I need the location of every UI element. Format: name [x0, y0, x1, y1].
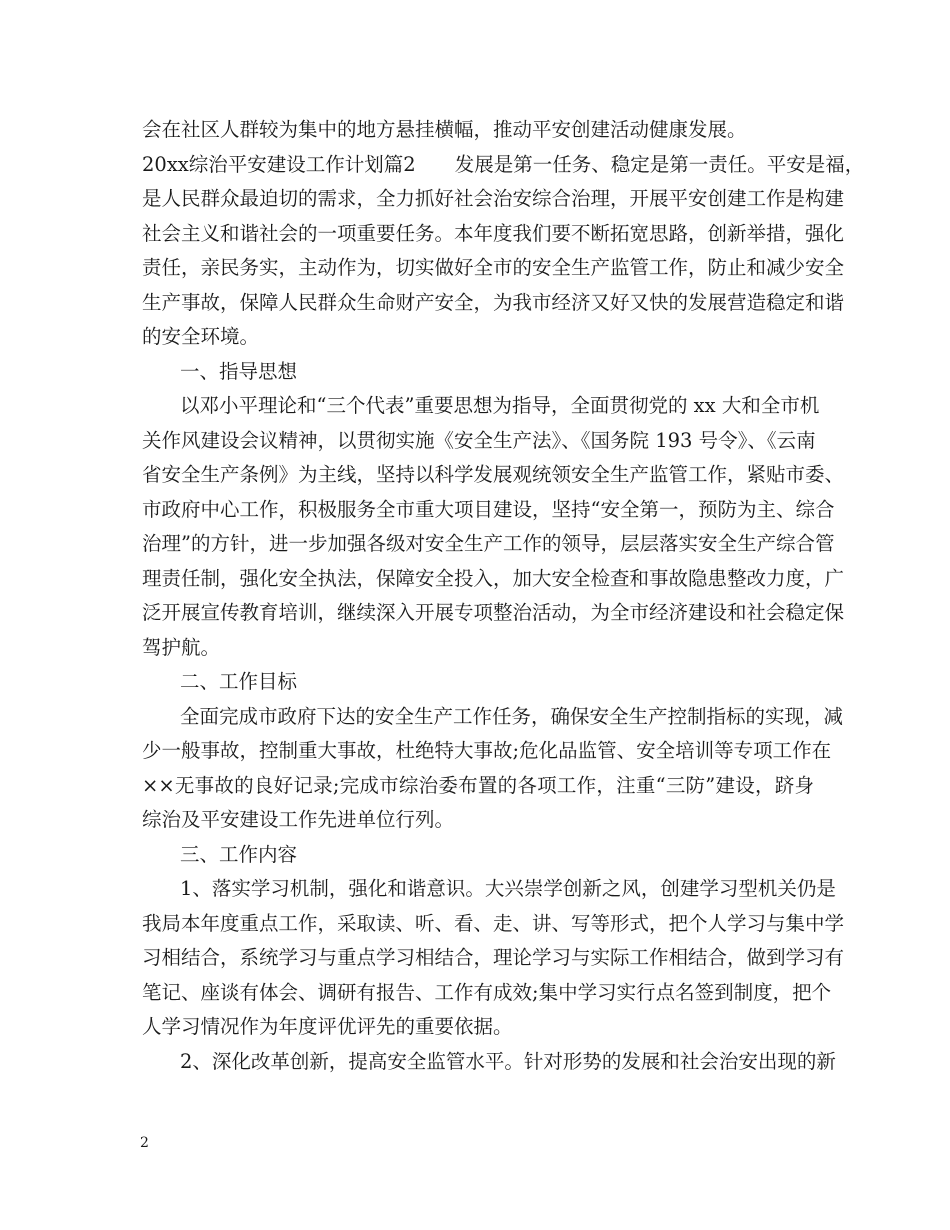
paragraph-line: 驾护航。 [142, 635, 221, 659]
paragraph-first-line: 二、工作目标 [180, 670, 298, 693]
paragraph-line: 习相结合，系统学习与重点学习相结合，理论学习与实际工作相结合，做到学习有 [142, 946, 845, 969]
page-number: 2 [140, 1135, 149, 1151]
paragraph-first-line: 全面完成市政府下达的安全生产工作任务，确保安全生产控制指标的实现，减 [180, 704, 844, 728]
paragraph-first-line: 一、指导思想 [180, 359, 298, 383]
paragraph-line: 理责任制，强化安全执法，保障安全投入，加大安全检查和事故隐患整改力度，广 [142, 566, 845, 590]
paragraph-line: 市政府中心工作，积极服务全市重大项目建设，坚持“安全第一，预防为主、综合 [142, 497, 835, 521]
paragraph-line: 人学习情况作为年度评优评先的重要依据。 [142, 1015, 513, 1038]
paragraph-line: 是人民群众最迫切的需求，全力抓好社会治安综合治理，开展平安创建工作是构建 [142, 187, 845, 210]
paragraph-line: 泛开展宣传教育培训，继续深入开展专项整治活动，为全市经济建设和社会稳定保 [142, 601, 845, 624]
paragraph-line: 治理”的方针，进一步加强各级对安全生产工作的领导，层层落实安全生产综合管 [142, 532, 835, 555]
paragraph-line: 省安全生产条例》为主线，坚持以科学发展观统领安全生产监管工作，紧贴市委、 [142, 463, 845, 486]
paragraph-line: 生产事故，保障人民群众生命财产安全，为我市经济又好又快的发展营造稳定和谐 [142, 290, 845, 314]
paragraph-first-line: 2、深化改革创新，提高安全监管水平。针对形势的发展和社会治安出现的新 [180, 1049, 836, 1073]
paragraph-line: 我局本年度重点工作，采取读、听、看、走、讲、写等形式，把个人学习与集中学 [142, 911, 845, 935]
paragraph-line: 20xx综治平安建设工作计划篇2 发展是第一任务、稳定是第一责任。平安是福， [142, 152, 865, 176]
paragraph-first-line: 以邓小平理论和“三个代表”重要思想为指导，全面贯彻党的 xx 大和全市机 [180, 394, 820, 417]
paragraph-line: 少一般事故，控制重大事故，杜绝特大事故;危化品监管、安全培训等专项工作在 [142, 739, 832, 762]
paragraph-line: 责任，亲民务实，主动作为，切实做好全市的安全生产监管工作，防止和减少安全 [142, 256, 845, 279]
paragraph-line: 关作风建设会议精神，以贯彻实施《安全生产法》、《国务院 193 号令》、《云南 [142, 428, 816, 452]
paragraph-line: ××无事故的良好记录;完成市综治委布置的各项工作，注重“三防”建设，跻身 [142, 773, 814, 797]
paragraph-line: 笔记、座谈有体会、调研有报告、工作有成效;集中学习实行点名签到制度，把个 [142, 980, 832, 1004]
paragraph-first-line: 三、工作内容 [180, 842, 298, 866]
paragraph-line: 会在社区人群较为集中的地方悬挂横幅，推动平安创建活动健康发展。 [142, 118, 747, 141]
paragraph-first-line: 1、落实学习机制，强化和谐意识。大兴崇学创新之风，创建学习型机关仍是 [180, 877, 836, 900]
paragraph-line: 社会主义和谐社会的一项重要任务。本年度我们要不断拓宽思路，创新举措，强化 [142, 221, 845, 245]
paragraph-line: 综治及平安建设工作先进单位行列。 [142, 808, 455, 831]
paragraph-line: 的安全环境。 [142, 325, 260, 348]
document-body [142, 113, 865, 1079]
